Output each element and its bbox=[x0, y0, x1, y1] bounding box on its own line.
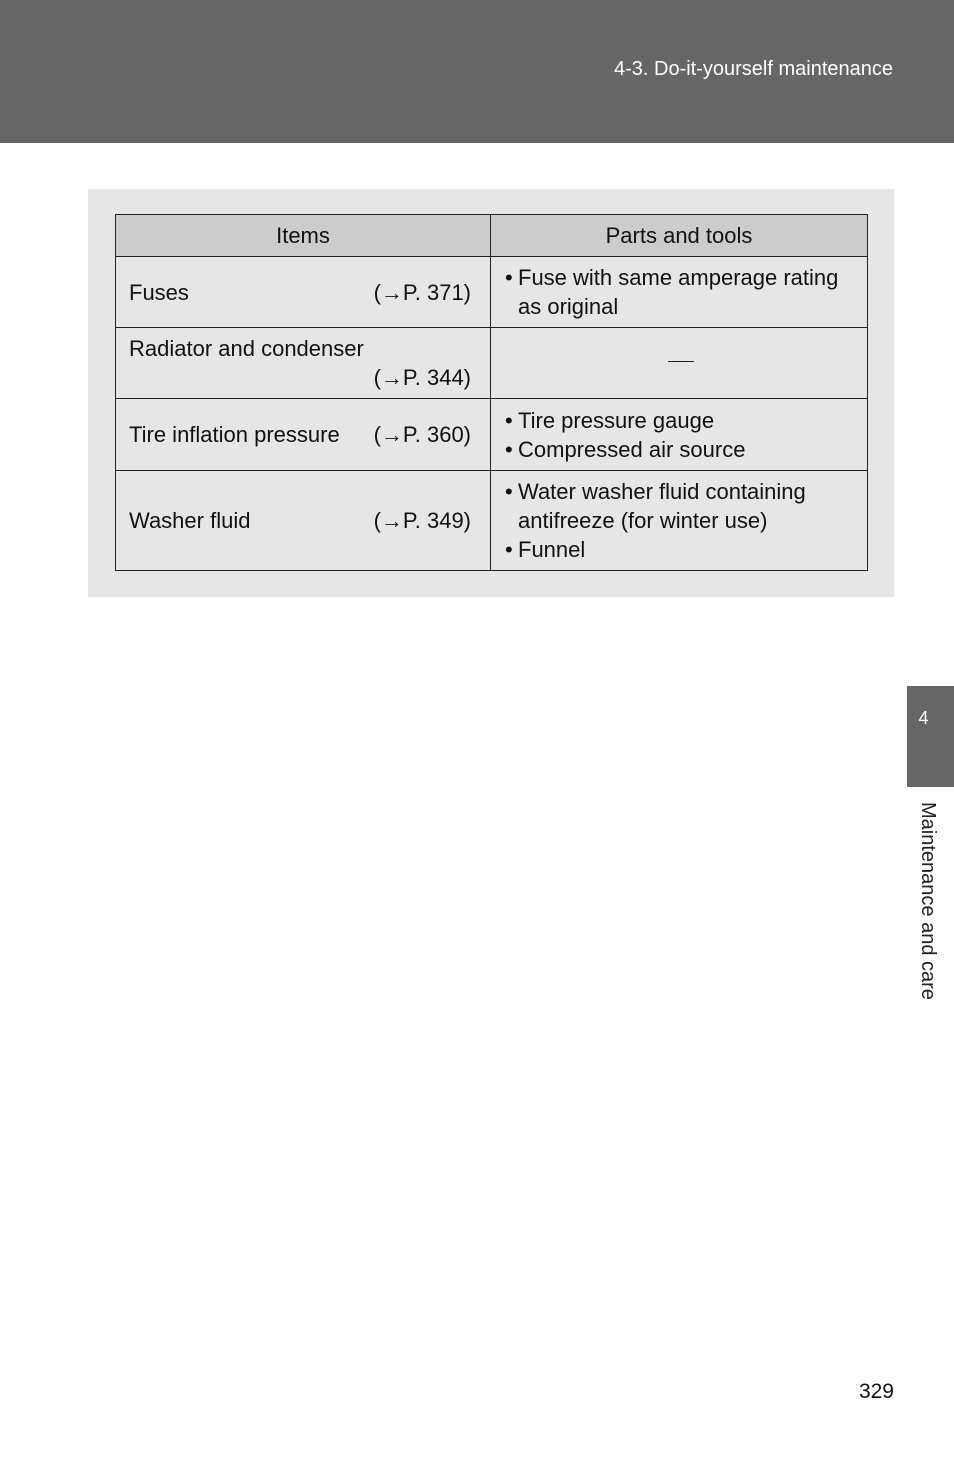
list-item: • Water washer fluid containing bbox=[505, 479, 806, 504]
item-name: Washer fluid bbox=[129, 508, 251, 533]
parts-cell bbox=[491, 471, 868, 571]
list-item: • Funnel bbox=[505, 537, 586, 562]
table-row bbox=[116, 328, 868, 399]
section-title: 4-3. Do-it-yourself maintenance bbox=[613, 58, 893, 80]
part-text: Tire pressure gauge bbox=[518, 407, 715, 433]
item-name: Fuses bbox=[129, 279, 189, 305]
part-text: Fuse with same amperage rating bbox=[518, 265, 839, 290]
table-row bbox=[116, 399, 868, 471]
table-row bbox=[116, 257, 868, 328]
parts-cell bbox=[491, 328, 868, 399]
item-name: Tire inflation pressure bbox=[129, 422, 340, 447]
column-header-parts: Parts and tools bbox=[491, 215, 868, 257]
parts-cell bbox=[491, 257, 868, 328]
header-band bbox=[0, 0, 954, 143]
parts-cell bbox=[491, 399, 868, 471]
item-cell bbox=[116, 328, 491, 399]
page-reference: (→P. 360) bbox=[373, 422, 471, 447]
parts-and-tools-table bbox=[115, 214, 868, 571]
item-name: Radiator and condenser bbox=[129, 336, 364, 361]
list-item: • Fuse with same amperage rating bbox=[505, 265, 839, 290]
page-reference: (→P. 349) bbox=[373, 508, 471, 533]
table-header-row bbox=[116, 215, 868, 257]
part-text-continued: antifreeze (for winter use) bbox=[518, 508, 768, 533]
page-reference: (→P. 344) bbox=[373, 365, 471, 390]
list-item: • Tire pressure gauge bbox=[505, 407, 715, 433]
not-applicable-dash bbox=[668, 361, 694, 362]
part-text: Compressed air source bbox=[518, 436, 746, 462]
part-text-continued: as original bbox=[518, 294, 619, 319]
column-header-items: Items bbox=[116, 215, 491, 257]
item-cell bbox=[116, 399, 491, 471]
chapter-number: 4 bbox=[918, 708, 929, 728]
list-item: • Compressed air source bbox=[505, 436, 746, 462]
table-row bbox=[116, 471, 868, 571]
page-number: 329 bbox=[858, 1380, 894, 1403]
chapter-label: Maintenance and care bbox=[917, 802, 939, 1000]
page-reference: (→P. 371) bbox=[373, 279, 471, 305]
item-cell bbox=[116, 471, 491, 571]
chapter-tab bbox=[907, 686, 954, 787]
part-text: Funnel bbox=[518, 537, 586, 562]
part-text: Water washer fluid containing bbox=[518, 479, 806, 504]
item-cell bbox=[116, 257, 491, 328]
